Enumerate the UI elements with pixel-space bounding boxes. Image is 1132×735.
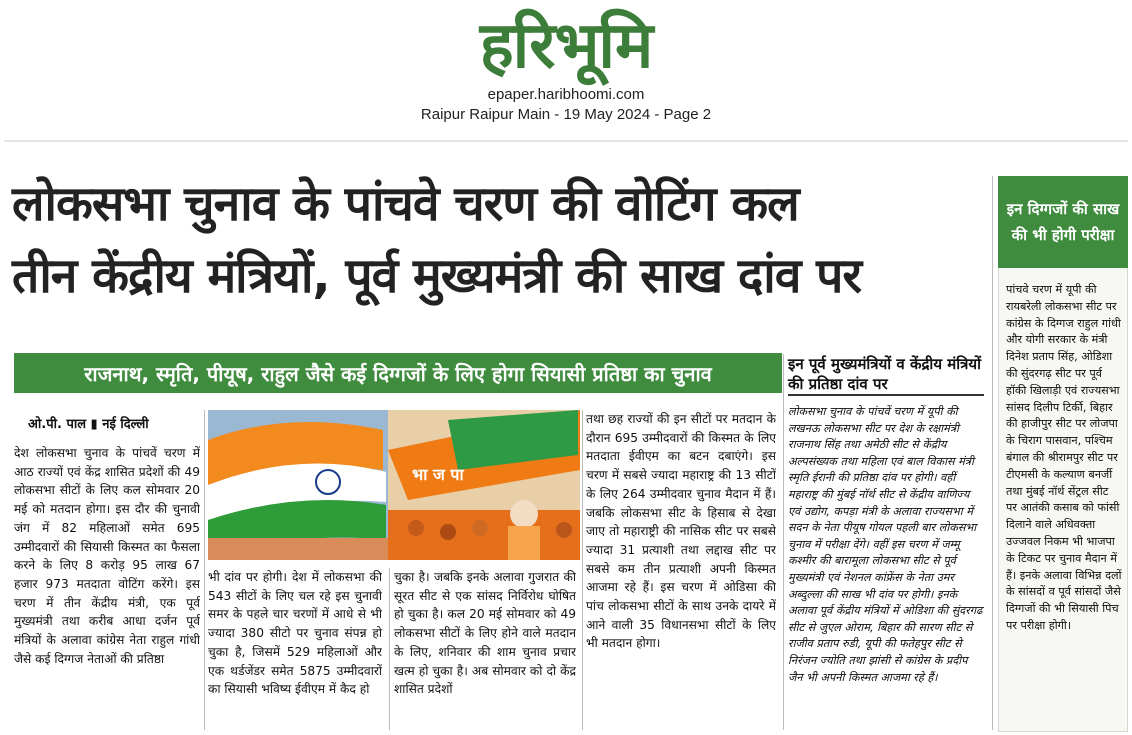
column-divider <box>204 410 205 730</box>
site-url[interactable]: epaper.haribhoomi.com <box>487 86 645 103</box>
article-column-1: देश लोकसभा चुनाव के पांचवें चरण में आठ राज्यों एवं केंद्र शासित प्रदेशों की 49 लोकसभा सीटों के लिए कल सोमवार 20 मई को मतदान होगा। इस दौर की चुनावी जंग में 82 महिलाओं समेत 695 उम्मीदवारों की सियासी किस्मत का फैसला करने के लिए 8 करोड़ 95 लाख 67 हजार 973 मतदाता वोटिंग करेंगे। इस चरण में तीन केंद्रीय मंत्री, एक पूर्व मुख्यमंत्री तथा करीब आधा दर्जन पूर्व मंत्रियों के अलावा कांग्रेस नेता राहुल गांधी जैसे कई दिग्गज नेताओं की प्रतिष्ठा <box>14 446 200 666</box>
article-column-4: तथा छह राज्यों की इन सीटों पर मतदान के दौरान 695 उम्मीदवारों की किस्मत के लिए मतदाता ईवीएम का बटन दबाएंगे। इस चरण में सबसे ज्यादा महाराष्ट्र की 13 सीटों के लिए 264 उम्मीदवार चुनाव मैदान में हैं। जबकि लोकसभा सीट के हिसाब से देखा जाए तो महाराष्ट्री की नासिक सीट पर सबसे ज्यादा 31 प्रत्याशी तथा लद्दाख सीट पर सबसे कम तीन प्रत्याशी अपनी किस्मत आजमा रहे हैं। इस चरण में ओडिसा की पांच लोकसभा सीटों के साथ उनके दायरे में आने वाली 35 विधानसभा सीटों के लिए भी मतदान होगा। <box>586 412 776 651</box>
flag-text: भा ज पा <box>412 465 464 484</box>
news-photo <box>208 410 580 560</box>
masthead <box>0 0 1132 140</box>
rally-photo-illustration <box>208 410 580 560</box>
sidebar-heading: इन पूर्व मुख्यमंत्रियों व केंद्रीय मंत्रियों की प्रतिष्ठा दांव पर <box>788 354 984 396</box>
subheading-banner: राजनाथ, स्मृति, पीयूष, राहुल जैसे कई दिग्गजों के लिए होगा सियासी प्रतिष्ठा का चुनाव <box>14 353 782 393</box>
column-divider <box>389 568 390 730</box>
headline-line-2: तीन केंद्रीय मंत्रियों, पूर्व मुख्यमंत्री की साख दांव पर <box>12 248 862 304</box>
newspaper-page <box>4 140 1128 735</box>
article-column-2: भी दांव पर होगी। देश में लोकसभा की 543 सीटों के लिए चल रहे इस चुनावी समर के पहले चार चरणों में आधे से भी ज्यादा 380 सीटो पर चुनाव संपन्न हो चुका है, जिसमें 529 महिलाओं और एक थर्डजेंडर समेत 5875 उम्मीदवारों का सियासी भविष्य ईवीएम में कैद हो <box>208 570 382 697</box>
column-divider <box>783 354 784 730</box>
info-box-body: पांचवे चरण में यूपी की रायबरेली लोकसभा सीट पर कांग्रेस के दिग्गज राहुल गांधी और योगी सरकार के मंत्री दिनेश प्रताप सिंह, ओडिशा की सुंदरगढ़ सीट पर पूर्व हॉकी खिलाड़ी एवं राज्यसभा सांसद दिलीप टिर्की, बिहार की हाजीपुर सीट पर लोजपा के चिराग पासवान, पश्चिम बंगाल की श्रीरामपुर सीट पर टीएमसी के कल्याण बनर्जी तथा मुंबई नॉर्थ सेंट्रल सीट पर आतंकी कसाब को फांसी दिलाने वाले अधिवक्ता उज्जवल निकम भी भाजपा के टिकट पर चुनाव मैदान में हैं। इनके अलावा विभिन्न दलों के सांसदों व पूर्व सांसदों जैसे दिग्गजों की भी सियासी पिच पर परीक्षा होगी। <box>1006 283 1122 632</box>
sidebar-body: लोकसभा चुनाव के पांचवें चरण में यूपी की लखनऊ लोकसभा सीट पर देश के रक्षामंत्री राजनाथ सिंह तथा अमेठी सीट से केंद्रीय अल्पसंख्यक तथा महिला एवं बाल विकास मंत्री स्मृति ईरानी की प्रतिष्ठा दांव पर होगी। वहीं महाराष्ट्र की मुंबई नॉर्थ सीट से केंद्रीय वाणिज्य एवं उद्योग, कपड़ा मंत्री के अलावा राज्यसभा में सदन के नेता पीयूष गोयल पहली बार लोकसभा चुनाव में परीक्षा देंगे। वहीं इस चरण में जम्मू कश्मीर की बारामूला लोकसभा सीट से पूर्व मुख्यमंत्री एवं नेशनल कांफ्रेंस के नेता उमर अब्दुल्ला की साख भी दांव पर होगी। इनके अलावा पूर्व केंद्रीय मंत्रियों में ओडिशा की सुंदरगढ सीट से जुएल ओराम, बिहार की सारण सीट से राजीव प्रताप रुडी, यूपी की फतेहपुर सीट से निरंजन ज्योति तथा झांसी से कांग्रेस के प्रदीप जैन भी अपनी किस्मत आजमा रहे हैं। <box>788 405 983 684</box>
article-column-3: चुका है। जबकि इनके अलावा गुजरात की सूरत सीट से एक सांसद निर्विरोध घोषित हो चुका है। कल 20 मई सोमवार को 49 लोकसभा सीटों के लिए होने वाले मतदान के लिए, शनिवार की शाम चुनाव प्रचार खत्म हो चुका है। अब सोमवार को दो केंद्र शासित प्रदेशों <box>394 570 576 697</box>
edition-info: Raipur Raipur Main - 19 May 2024 - Page 2 <box>420 106 712 123</box>
byline: ओ.पी. पाल ▮ नई दिल्ली <box>28 417 149 432</box>
newspaper-logo[interactable]: हरिभूमि <box>479 8 653 83</box>
info-box-heading: इन दिग्गजों की साख की भी होगी परीक्षा <box>998 176 1128 268</box>
headline-line-1: लोकसभा चुनाव के पांचवे चरण की वोटिंग कल <box>12 176 799 232</box>
column-divider <box>582 410 583 730</box>
column-divider <box>992 176 993 730</box>
